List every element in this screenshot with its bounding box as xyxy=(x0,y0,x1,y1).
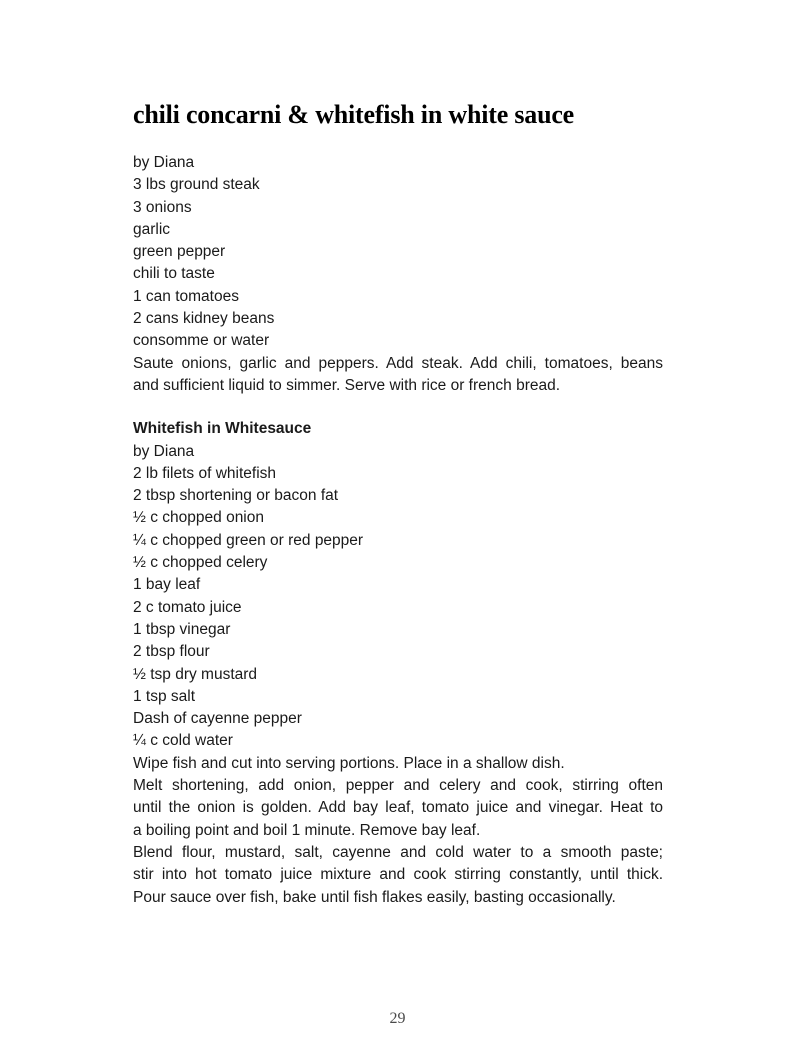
ingredient-line: 1 bay leaf xyxy=(133,576,201,594)
ingredient-line: 1 tsp salt xyxy=(133,687,196,705)
ingredient-line: 2 cans kidney beans xyxy=(133,310,275,328)
ingredient-line: 1 tbsp vinegar xyxy=(133,620,231,638)
ingredient-line: consomme or water xyxy=(133,332,270,350)
ingredient-line: ¼ c chopped green or red pepper xyxy=(133,531,364,549)
instruction-line: stir into hot tomato juice mixture and cook stirring constantly, until thick. xyxy=(133,866,663,884)
ingredient-line: garlic xyxy=(133,220,171,238)
ingredient-line: chili to taste xyxy=(133,265,215,283)
instruction-line: Wipe fish and cut into serving portions. Place in a shallow dish. xyxy=(133,754,565,772)
ingredient-line: 2 lb filets of whitefish xyxy=(133,464,277,482)
recipe-subheading: Whitefish in Whitesauce xyxy=(133,420,312,438)
ingredient-line: ¼ c cold water xyxy=(133,732,233,750)
instruction-line: Pour sauce over fish, bake until fish flakes easily, basting occasionally. xyxy=(133,888,616,906)
instruction-line: Blend flour, mustard, salt, cayenne and cold water to a smooth paste; xyxy=(133,843,663,861)
ingredient-line: 2 tbsp shortening or bacon fat xyxy=(133,487,339,505)
instruction-line: Melt shortening, add onion, pepper and celery and cook, stirring often xyxy=(133,777,663,795)
page-number: 29 xyxy=(389,1010,406,1027)
recipe-whitefish xyxy=(133,418,663,909)
instruction-line: and sufficient liquid to simmer. Serve with rice or french bread. xyxy=(133,376,561,394)
ingredient-line: ½ c chopped celery xyxy=(133,554,268,572)
ingredient-line: ½ c chopped onion xyxy=(133,509,264,527)
ingredient-line: 2 tbsp flour xyxy=(133,643,210,661)
ingredient-line: 3 onions xyxy=(133,198,192,216)
instruction-line: a boiling point and boil 1 minute. Remove bay leaf. xyxy=(133,821,481,839)
byline: by Diana xyxy=(133,442,195,460)
ingredient-line: Dash of cayenne pepper xyxy=(133,710,302,728)
byline: by Diana xyxy=(133,154,195,171)
ingredient-line: 2 c tomato juice xyxy=(133,598,242,616)
page-content xyxy=(133,0,663,909)
instruction-line: until the onion is golden. Add bay leaf, tomato juice and vinegar. Heat to xyxy=(133,799,663,817)
ingredient-line: ½ tsp dry mustard xyxy=(133,665,258,683)
recipe-chili-concarni xyxy=(133,152,663,397)
ingredient-line: green pepper xyxy=(133,243,226,261)
ingredient-line: 1 can tomatoes xyxy=(133,287,239,305)
recipe-title: chili concarni & whitefish in white sauce xyxy=(133,100,575,129)
instruction-line: Saute onions, garlic and peppers. Add steak. Add chili, tomatoes, beans xyxy=(133,354,663,372)
ingredient-line: 3 lbs ground steak xyxy=(133,176,260,194)
